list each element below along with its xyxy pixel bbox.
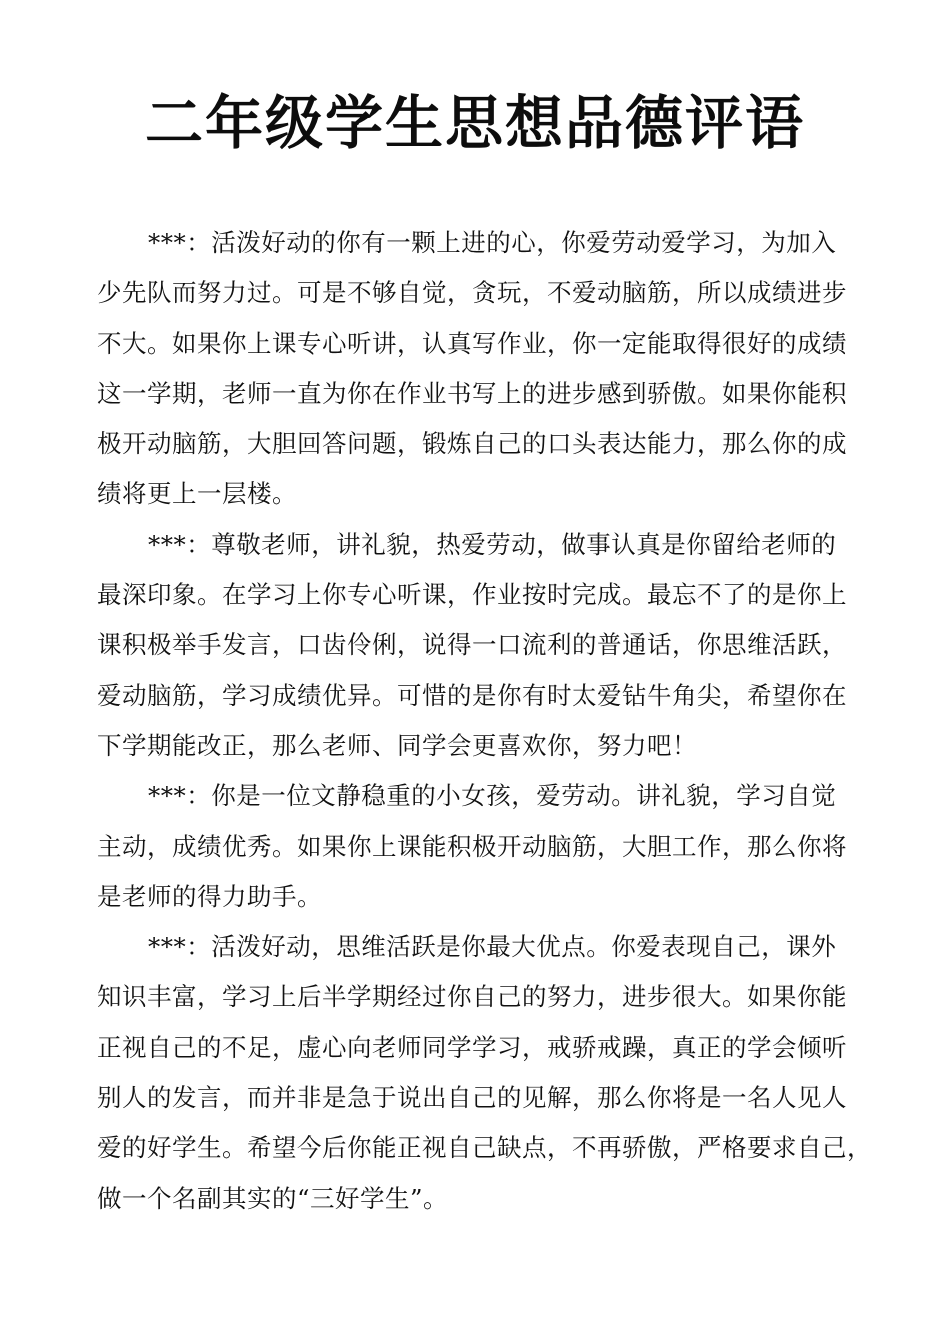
paragraph-2-line-1: ***：尊敬老师，讲礼貌，热爱劳动，做事认真是你留给老师的 <box>148 529 837 559</box>
document-title: 二年级学生思想品德评语 <box>144 89 805 157</box>
paragraph-4-line-2: 知识丰富，学习上后半学期经过你自己的努力，进步很大。如果你能 <box>97 982 847 1012</box>
document-body <box>97 218 872 1224</box>
paragraph-3-line-2: 主动，成绩优秀。如果你上课能积极开动脑筋，大胆工作，那么你将 <box>97 831 847 861</box>
paragraph-1-line-6: 绩将更上一层楼。 <box>97 479 297 509</box>
paragraph-3-line-3: 是老师的得力助手。 <box>97 881 322 911</box>
paragraph-1-line-3: 不大。如果你上课专心听讲，认真写作业，你一定能取得很好的成绩 <box>97 328 847 358</box>
paragraph-1-line-1: ***：活泼好动的你有一颗上进的心，你爱劳动爱学习，为加入 <box>148 228 837 257</box>
paragraph-4-line-3: 正视自己的不足，虚心向老师同学学习，戒骄戒躁，真正的学会倾听 <box>97 1032 847 1062</box>
paragraph-4-line-4: 别人的发言，而并非是急于说出自己的见解，那么你将是一名人见人 <box>97 1083 847 1113</box>
paragraph-2-line-2: 最深印象。在学习上你专心听课，作业按时完成。最忘不了的是你上 <box>97 580 847 610</box>
paragraph-4-line-5: 爱的好学生。希望今后你能正视自己缺点，不再骄傲，严格要求自己， <box>97 1133 872 1163</box>
paragraph-1-line-4: 这一学期，老师一直为你在作业书写上的进步感到骄傲。如果你能积 <box>97 378 847 408</box>
paragraph-1-line-2: 少先队而努力过。可是不够自觉，贪玩，不爱动脑筋，所以成绩进步 <box>97 278 847 308</box>
paragraph-3-line-1: ***：你是一位文静稳重的小女孩，爱劳动。讲礼貌，学习自觉 <box>148 781 837 811</box>
paragraph-4-line-1: ***：活泼好动，思维活跃是你最大优点。你爱表现自己，课外 <box>148 932 837 962</box>
paragraph-2-line-3: 课积极举手发言，口齿伶俐，说得一口流利的普通话，你思维活跃， <box>97 630 847 660</box>
paragraph-4-line-6: 做一个名副其实的“三好学生”。 <box>97 1183 449 1213</box>
paragraph-1-line-5: 极开动脑筋，大胆回答问题，锻炼自己的口头表达能力，那么你的成 <box>97 429 847 459</box>
paragraph-2-line-4: 爱动脑筋，学习成绩优异。可惜的是你有时太爱钻牛角尖，希望你在 <box>97 680 847 710</box>
paragraph-2-line-5: 下学期能改正，那么老师、同学会更喜欢你，努力吧！ <box>97 730 697 760</box>
